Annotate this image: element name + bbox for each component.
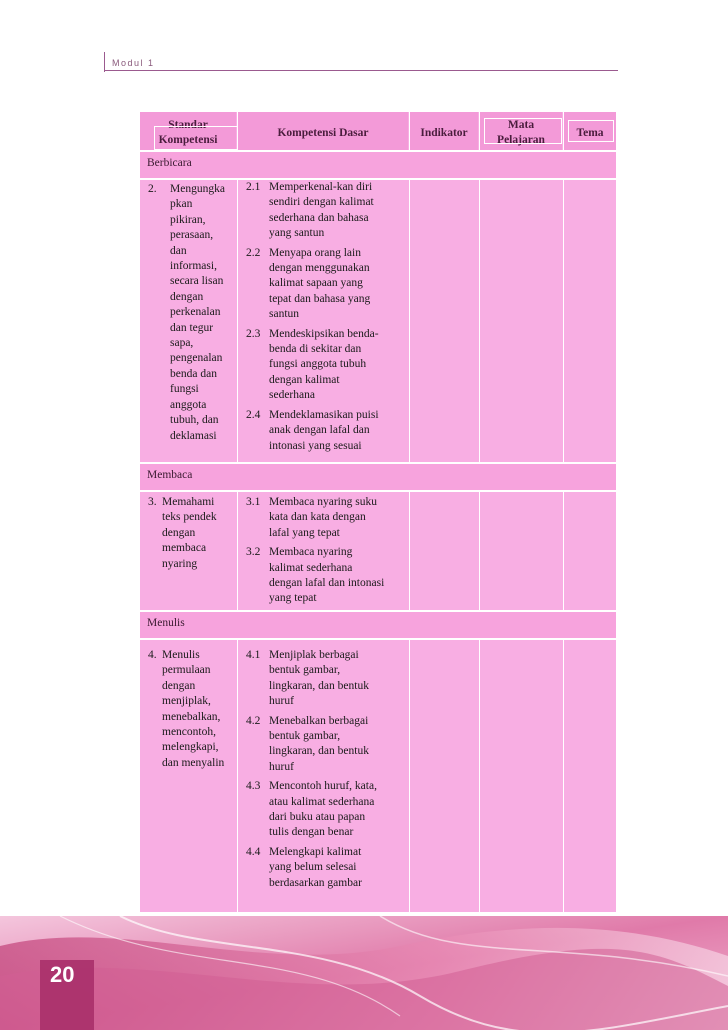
- kd-line: fungsi anggota tubuh: [269, 358, 367, 371]
- sk-line: membaca: [162, 542, 207, 555]
- kd-line: Membaca nyaring suku: [269, 496, 377, 508]
- col-header-kompetensi-dasar: [238, 112, 408, 154]
- kd-line: yang santun: [269, 227, 325, 240]
- kd-line: sendiri dengan kalimat: [269, 196, 374, 209]
- sk-cell-berbicara: [148, 182, 236, 444]
- column-divider: [563, 112, 564, 912]
- kd-line: Melengkapi kalimat: [269, 845, 362, 858]
- sk-line: teks pendek: [162, 511, 217, 524]
- sk-text: [148, 495, 236, 572]
- column-divider: [237, 112, 238, 912]
- kd-line: Mendeklamasikan puisi: [269, 408, 379, 421]
- col-header-label: Kompetensi Dasar: [277, 126, 369, 139]
- kd-number: 4.2: [246, 714, 261, 727]
- sk-line: perkenalan: [170, 306, 221, 319]
- sk-number: 2.: [148, 183, 157, 195]
- kd-line: atau kalimat sederhana: [269, 795, 375, 808]
- sk-line: secara lisan: [170, 275, 224, 288]
- sk-text: [148, 182, 236, 444]
- col-header-label: Standar Kompetensi: [158, 119, 218, 146]
- col-header-label: Tema: [576, 126, 604, 139]
- sk-line: informasi,: [170, 260, 217, 273]
- kd-number: 4.4: [246, 845, 261, 858]
- kd-item: [246, 714, 406, 776]
- sk-line: deklamasi: [170, 429, 217, 442]
- kd-number: 2.4: [246, 408, 261, 421]
- module-label: Modul 1: [112, 58, 155, 68]
- header-frame: [154, 126, 238, 150]
- sk-line: nyaring: [162, 557, 198, 570]
- kd-line: sederhana dan bahasa: [269, 211, 369, 224]
- section-row-berbicara: [140, 150, 616, 180]
- sk-line: pkan: [170, 198, 193, 211]
- sk-line: dengan: [162, 526, 196, 539]
- kd-line: lingkaran, dan bentuk: [269, 679, 369, 692]
- sk-line: Memahami: [162, 496, 215, 508]
- kd-number: 2.3: [246, 327, 261, 340]
- kd-line: dengan kalimat: [269, 373, 340, 386]
- col-header-label: Indikator: [420, 126, 468, 139]
- kd-line: Menyapa orang lain: [269, 246, 361, 259]
- kd-line: Membaca nyaring: [269, 546, 353, 559]
- kd-item: [246, 246, 406, 323]
- section-title: Membaca: [147, 469, 193, 481]
- kd-item: [246, 327, 406, 404]
- kd-cell-menulis: [246, 648, 406, 891]
- sk-text: [148, 648, 236, 771]
- kd-number: 2.2: [246, 246, 261, 259]
- kd-line: huruf: [269, 760, 294, 773]
- kd-item: [246, 648, 406, 710]
- col-header-indikator: [410, 112, 478, 154]
- kd-item: [246, 495, 406, 541]
- kd-line: intonasi yang sesuai: [269, 439, 362, 452]
- sk-line: Mengungka: [170, 183, 225, 195]
- kd-line: berdasarkan gambar: [269, 876, 362, 889]
- kd-line: dengan lafal dan intonasi: [269, 577, 385, 590]
- sk-line: permulaan: [162, 664, 211, 677]
- kd-line: yang belum selesai: [269, 861, 357, 874]
- sk-line: sapa,: [170, 337, 194, 350]
- kd-line: anak dengan lafal dan: [269, 424, 370, 437]
- kd-line: dari buku atau papan: [269, 811, 366, 824]
- kd-line: dengan menggunakan: [269, 262, 370, 275]
- sk-line: menjiplak,: [162, 695, 211, 708]
- sk-line: pikiran,: [170, 213, 206, 226]
- kd-line: sederhana: [269, 389, 315, 402]
- sk-line: dan: [170, 244, 187, 257]
- sk-line: dengan: [162, 679, 196, 692]
- sk-line: dengan: [170, 290, 204, 303]
- header-frame: [568, 120, 614, 142]
- sk-line: dan tegur: [170, 321, 214, 334]
- kd-line: kalimat sapaan yang: [269, 277, 363, 290]
- kd-line: tepat dan bahasa yang: [269, 292, 371, 305]
- kd-line: lafal yang tepat: [269, 526, 340, 539]
- col-header-label: Mata Pelajaran: [497, 119, 545, 146]
- kd-line: bentuk gambar,: [269, 730, 341, 743]
- kd-line: lingkaran, dan bentuk: [269, 745, 369, 758]
- kd-item: [246, 545, 406, 607]
- kd-number: 2.1: [246, 181, 261, 193]
- kd-item: [246, 180, 406, 242]
- kd-line: santun: [269, 308, 300, 321]
- kd-line: bentuk gambar,: [269, 664, 341, 677]
- page-number: 20: [50, 962, 75, 987]
- kd-cell-berbicara: [246, 180, 406, 454]
- kd-number: 3.1: [246, 496, 261, 508]
- sk-line: pengenalan: [170, 352, 223, 365]
- kd-number: 4.3: [246, 780, 261, 793]
- sk-number: 4.: [148, 649, 157, 661]
- kd-line: tulis dengan benar: [269, 826, 354, 839]
- column-divider: [479, 112, 480, 912]
- kd-line: Menjiplak berbagai: [269, 649, 359, 661]
- sk-line: mencontoh,: [162, 726, 216, 739]
- kd-line: benda di sekitar dan: [269, 343, 362, 356]
- sk-line: melengkapi,: [162, 741, 219, 754]
- sk-line: perasaan,: [170, 229, 214, 242]
- kd-item: [246, 845, 406, 891]
- kd-line: Memperkenal-kan diri: [269, 181, 373, 193]
- section-title: Berbicara: [147, 157, 192, 169]
- kd-line: Mendeskipsikan benda-: [269, 327, 379, 340]
- sk-line: benda dan: [170, 367, 217, 380]
- header-tick: [104, 52, 105, 72]
- competency-table: [140, 112, 616, 912]
- footer-wave-graphic: [0, 916, 728, 1030]
- sk-cell-menulis: [148, 648, 236, 771]
- kd-item: [246, 408, 406, 454]
- kd-line: Menebalkan berbagai: [269, 714, 369, 727]
- column-divider: [409, 112, 410, 912]
- kd-line: kata dan kata dengan: [269, 511, 366, 524]
- sk-line: anggota: [170, 398, 207, 411]
- kd-cell-membaca: [246, 495, 406, 607]
- sk-line: menebalkan,: [162, 710, 221, 723]
- sk-line: Menulis: [162, 649, 200, 661]
- sk-line: fungsi: [170, 383, 199, 396]
- kd-line: yang tepat: [269, 592, 317, 605]
- sk-line: tubuh, dan: [170, 414, 219, 427]
- section-row-membaca: [140, 462, 616, 492]
- header-rule: [104, 70, 618, 71]
- sk-line: dan menyalin: [162, 756, 225, 769]
- kd-line: Mencontoh huruf, kata,: [269, 780, 377, 793]
- section-title: Menulis: [147, 617, 185, 629]
- header-frame: [484, 118, 562, 144]
- kd-number: 4.1: [246, 649, 261, 661]
- kd-line: kalimat sederhana: [269, 561, 353, 574]
- kd-item: [246, 779, 406, 841]
- sk-cell-membaca: [148, 495, 236, 572]
- section-row-menulis: [140, 610, 616, 640]
- kd-line: huruf: [269, 695, 294, 708]
- sk-number: 3.: [148, 496, 157, 508]
- kd-number: 3.2: [246, 546, 261, 559]
